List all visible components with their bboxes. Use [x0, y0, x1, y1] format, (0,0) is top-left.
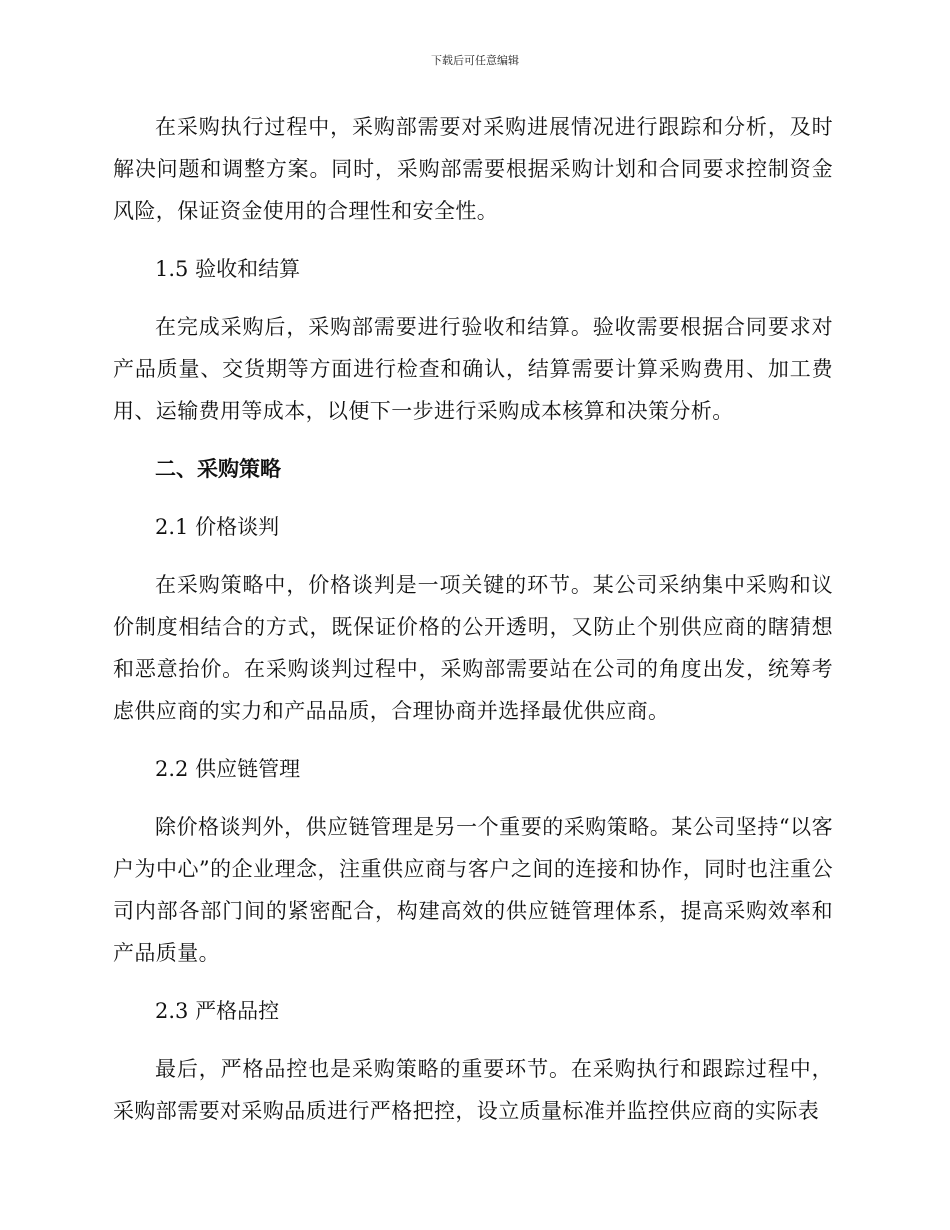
paragraph-price-negotiation: 在采购策略中，价格谈判是一项关键的环节。某公司采纳集中采购和议价制度相结合的方式，既保证价格的公开透明，又防止个别供应商的瞎猜想和恶意抬价。在采购谈判过程中，采购部需要站在公司的角度出发，统筹考虑供应商的实力和产品品质，合理协商并选择最优供应商。 [113, 573, 833, 723]
page-header: 下载后可任意编辑 [431, 54, 519, 67]
subheading-acceptance-settlement: 1.5 验收和结算 [155, 257, 301, 281]
subheading-supply-chain: 2.2 供应链管理 [155, 757, 301, 781]
paragraph-supply-chain: 除价格谈判外，供应链管理是另一个重要的采购策略。某公司坚持“以客户为中心”的企业理念，注重供应商与客户之间的连接和协作，同时也注重公司内部各部门间的紧密配合，构建高效的供应链管理体系，提高采购效率和产品质量。 [113, 815, 833, 965]
subheading-price-negotiation: 2.1 价格谈判 [155, 515, 280, 539]
paragraph-quality-control: 最后，严格品控也是采购策略的重要环节。在采购执行和跟踪过程中，采购部需要对采购品质进行严格把控，设立质量标准并监控供应商的实际表 [113, 1057, 833, 1123]
paragraph-acceptance-settlement: 在完成采购后，采购部需要进行验收和结算。验收需要根据合同要求对产品质量、交货期等方面进行检查和确认，结算需要计算采购费用、加工费用、运输费用等成本，以便下一步进行采购成本核算和决策分析。 [113, 315, 833, 423]
document-body [113, 106, 833, 1148]
paragraph-execution-tracking: 在采购执行过程中，采购部需要对采购进展情况进行跟踪和分析，及时解决问题和调整方案。同时，采购部需要根据采购计划和合同要求控制资金风险，保证资金使用的合理性和安全性。 [113, 115, 833, 223]
section-heading-procurement-strategy: 二、采购策略 [155, 457, 281, 481]
subheading-quality-control: 2.3 严格品控 [155, 999, 280, 1023]
